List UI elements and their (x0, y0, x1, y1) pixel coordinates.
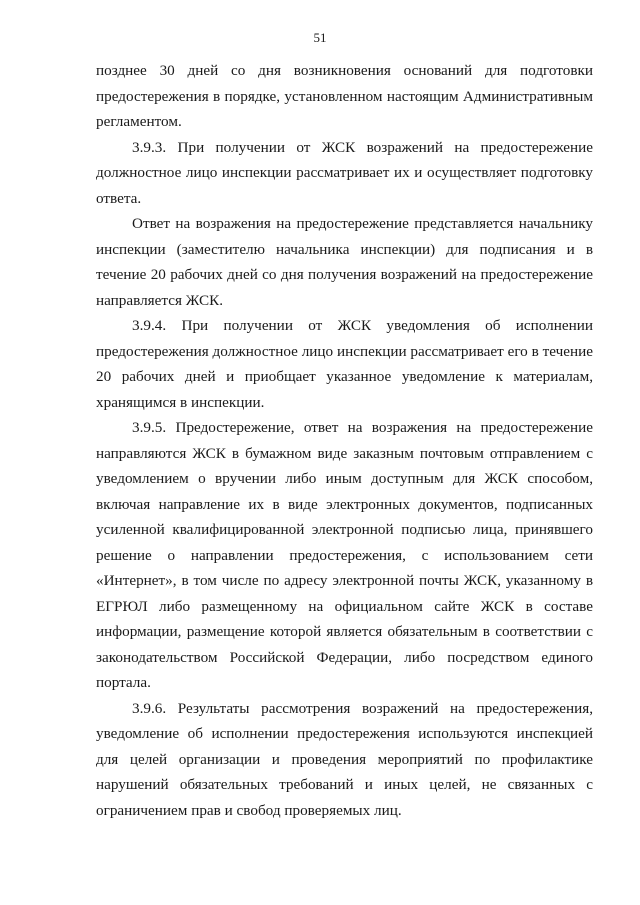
paragraph-3-9-4: 3.9.4. При получении от ЖСК уведомления об исполнении предостережения должностное лицо инспекции рассматривает его в течение 20 рабочих дней и приобщает указанное уведомление к материалам, хранящимся в инспекции. (96, 317, 593, 411)
paragraph-3-9-6: 3.9.6. Результаты рассмотрения возражений на предостережения, уведомление об исполнении предостережения используются инспекцией для целей организации и проведения мероприятий по профилактике нарушений обязательных требований и иных целей, не связанных с ограничением прав и свобод проверяемых лиц. (96, 699, 593, 819)
page-number: 51 (313, 30, 327, 45)
document-body (96, 58, 593, 823)
paragraph-3-9-5: 3.9.5. Предостережение, ответ на возражения на предостережение направляются ЖСК в бумажном виде заказным почтовым отправлением с уведомлением о вручении либо иным доступным для ЖСК способом, включая направление их в виде электронных документов, подписанных усиленной квалифицированной электронной подписью лица, принявшего решение о направлении предостережения, с использованием сети «Интернет», в том числе по адресу электронной почты ЖСК, указанному в ЕГРЮЛ либо размещенному на официальном сайте ЖСК в составе информации, размещение которой является обязательным в соответствии с законодательством Российской Федерации, либо посредством единого портала. (96, 419, 593, 691)
paragraph-3-9-3: 3.9.3. При получении от ЖСК возражений на предостережение должностное лицо инспекции рассматривает их и осуществляет подготовку ответа. (96, 138, 593, 207)
paragraph-continuation: позднее 30 дней со дня возникновения оснований для подготовки предостережения в порядке, установленном настоящим Административным регламентом. (96, 62, 593, 130)
paragraph-response: Ответ на возражения на предостережение представляется начальнику инспекции (заместителю начальника инспекции) для подписания и в течение 20 рабочих дней со дня получения возражений на предостережение направляется ЖСК. (96, 215, 593, 309)
